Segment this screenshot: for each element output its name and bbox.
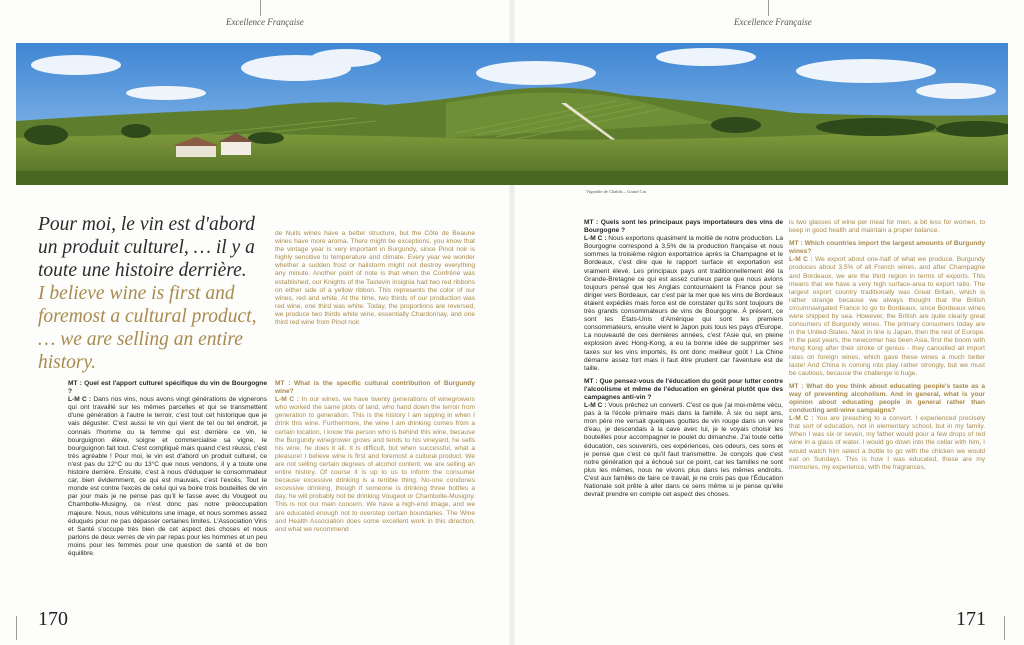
crop-mark	[16, 616, 17, 640]
question: MT : Which countries import the largest amounts of Burgundy wines?	[789, 240, 985, 256]
question: MT : What is the specific cultural contribution of Burgundy wine?	[275, 380, 475, 396]
question: MT : What do you think about educating people's taste as a way of preventing alcoholism. And in general, what is your opinion about educating people in general rather than conducting anti-wine campaigns?	[789, 382, 985, 415]
answer-label: L-M C :	[275, 396, 299, 404]
crop-mark	[260, 0, 261, 16]
answer-label: L-M C :	[68, 396, 92, 404]
answer-label: L-M C :	[584, 402, 607, 410]
pull-quote	[38, 213, 278, 374]
column-fr-interview-right	[584, 219, 783, 609]
vineyard-landscape-photo	[16, 43, 1008, 185]
paragraph: de Nuits wines have a better structure, but the Côte de Beaune wines have more aroma. There might be exceptions, you know that the vintage year is very important in Burgundy, since Pinot noir is highly sensitive to temperature and climate. Every year we wonder whether a sudden frost or hailstorm might not destroy everything any minute. Another point of note is that when the Confrérie was established, our Knights of the Tastevin insignia had two red ribbons on either side of a yellow ribbon. This represents the color of our wines, red and white. At the time, two thirds of our production was red wine, one third was white. Today, the proportions are reversed, we produce two thirds white wine, essentially Chardonnay, and one third red wine from Pinot noir.	[275, 230, 475, 327]
answer-label: L-M C :	[789, 256, 813, 264]
crop-mark	[1004, 616, 1005, 640]
answer: Vous prêchez un converti. C'est ce que j'ai moi-même vécu, pas à la l'école primaire mais dans la famille. À six ou sept ans, mon père me versait quelques gouttes de vin rouge dans un verre d'eau, je descendais à la cave avec lui, je le voyais choisir les bouteilles pour accompagner le poulet du dimanche. J'ai toute cette éducation, ces souvenirs, ces expériences, ces odeurs, ces sons et je pense que c'est ce qu'il faut transmettre. Je conçois que c'est notre génération qui a échoué sur ce point, car les familles ne sont plus les mêmes, nous ne vivons plus dans les mêmes endroits. C'est aux familles de faire ce travail, je ne crois pas que l'Éducation Nationale soit prête à aller dans ce sens même si je pense qu'elle devrait prendre en compte cet aspect des choses.	[584, 402, 783, 499]
answer: We export about one-half of what we produce. Burgundy produces about 3.5% of all French wines, and after Champagne and Bordeaux, we are the third region in terms of exports. This means that we have a very high surface-area to export ratio. The largest export country traditionally was Great Britain, which is rather strange because we always thought that the British circumnavigated France to go to Bordeaux, since Bordeaux wines were shipped by sea. However, the British are quite clearly great consumers of Burgundy wines. The primary consumers today are in the United-States. Next in line is Japan, then the rest of Europe. In the past years, the newcomer has been Asia, first the boom with Hong Kong after their stroke of genius - they cancelled all import rates on foreign wines, which gave these wines a much better taste! And China is coming into play rather strongly, but we must be cautious, because the challenge is huge.	[789, 256, 985, 377]
pull-quote-en: I believe wine is first and foremost a cultural product, … we are selling an entire history.	[38, 283, 257, 373]
photo-caption: Vignoble de Chablis – Grand Cru	[586, 189, 647, 194]
question: MT : Quel est l'apport culturel spécifique du vin de Bourgogne ?	[68, 380, 267, 396]
page-number-left: 170	[38, 608, 68, 630]
paragraph: is two glasses of wine per meal for men, a bit less for women, to keep in good health and maintain a proper balance.	[789, 219, 985, 235]
question: MT : Que pensez-vous de l'éducation du goût pour lutter contre l'alcoolisme et même de l'éducation en général plutôt que des campagnes anti-vin ?	[584, 377, 783, 401]
answer-label: L-M C :	[584, 235, 607, 243]
pull-quote-fr: Pour moi, le vin est d'abord un produit culturel, … il y a toute une histoire derrière.	[38, 214, 255, 281]
landscape-illustration	[16, 43, 1008, 185]
answer: In our wines, we have twenty generations of winegrowers who worked the same plots of land, who hand down the terroir from generation to generation. This is the history I am sipping in when I drink this wine. Furthermore, the wine I am drinking comes from a certain location, I know the person who is behind this wine, because the Burgundy winegrower grows and tends to his vineyard, he sells his wine, he does it all. It is difficult, but when successful, what a pleasure! I believe wine is first and foremost a cultural product. We are not selling certain degrees of alcohol content, we are selling an entire history. Of course it is up to us to inform the consumer because excessive drinking is a terrible thing. No-one condones excessive drinking, though if someone is drinking three bottles a day, he will probably not be drinking Vougeot or Chambolle-Musigny. This is not our main concern. We have a high-end image, and we are educated enough not to overstep certain boundaries. The Wine and Health Association does some excellent work in this direction, and what we recommend	[275, 396, 475, 533]
answer: Dans nos vins, nous avons vingt générations de vignerons qui ont travaillé sur les mêmes parcelles et qui se transmettent d'une génération à l'autre le terroir, c'est tout cet historique que je vais déguster. C'est aussi le vin qui vient de tel ou tel endroit, je connais l'homme ou la femme qui est derrière ce vin, le bourguignon élève, soigne et commercialise sa vigne, le bourguignon fait tout. C'est compliqué mais quand c'est réussi, c'est très agréable ! Pour moi, le vin est d'abord un produit culturel, ce n'est pas du 12°C ou du 13°C que nous vendons, il y a toute une histoire derrière. Ensuite, c'est à nous d'éduquer le consommateur car, bien évidemment, ce qui est mauvais, c'est l'excès. Tout le monde est contre l'excès de celui qui va boire trois bouteilles de vin par jour mais je ne pense pas qu'il le fasse avec du Vougeot ou Chambolle-Musigny, ce n'est donc pas notre préoccupation majeure. Nous, nous véhiculons une image, et nous sommes assez éduqués pour ne pas dépasser certaines limites. L'Association Vins et Santé s'occupe très bien de cet aspect des choses et nous parlons de deux verres de vin par repas pour les hommes et un peu moins pour les femmes pour une question de santé et de bon équilibre.	[68, 396, 267, 557]
column-en-interview	[275, 380, 475, 608]
answer: You are preaching to a convert. I experienced precisely that sort of education, not in elementary school, but in my family. When I was six or seven, my father would pour a few drops of red wine in a glass of water. I would go down into the cellar with him, I would watch him select a bottle to go with the chicken we would eat on Sundays. This is how I was educated, these are my memories, my experience, with the fragrances,	[789, 415, 985, 471]
running-header-left: Excellence Française	[226, 17, 304, 27]
running-header-right: Excellence Française	[734, 17, 812, 27]
column-fr-interview	[68, 380, 267, 602]
column-en-continued	[275, 230, 475, 375]
answer: Nous exportons quasiment la moitié de notre production. La Bourgogne correspond à 3,5% de la production française et nous sommes la troisième région exportatrice après la Champagne et le Bordeaux, c'est dire que le rapport surface et exportation est vraiment élevé. Les principaux pays ont traditionnellement été la Grande-Bretagne ce qui est assez curieux parce que nous avions toujours pensé que les Anglais contournaient la France pour se diriger vers Bordeaux, car c'est par la mer que les vins de Bordeaux étaient expédiés mais force est de constater qu'ils sont toujours de très grands consommateurs de vins de Bourgogne. À présent, ce sont les États-Unis d'Amérique qui sont les premiers consommateurs, ensuite vient le Japon puis tous les pays d'Europe. La nouveauté de ces dernières années, c'est l'Asie qui, en pleine explosion avec Hong-Kong, a eu la bonne idée de supprimer ses taxes sur les vins importés, ils ont donc meilleur goût ! La Chine démarre assez fort mais il faut être prudent car l'aventure est de taille.	[584, 235, 783, 372]
crop-mark	[768, 0, 769, 16]
page-number-right: 171	[956, 608, 986, 630]
question: MT : Quels sont les principaux pays importateurs des vins de Bourgogne ?	[584, 219, 783, 235]
column-en-interview-right	[789, 219, 985, 609]
answer-label: L-M C :	[789, 415, 814, 423]
grass-strip	[16, 171, 1008, 185]
